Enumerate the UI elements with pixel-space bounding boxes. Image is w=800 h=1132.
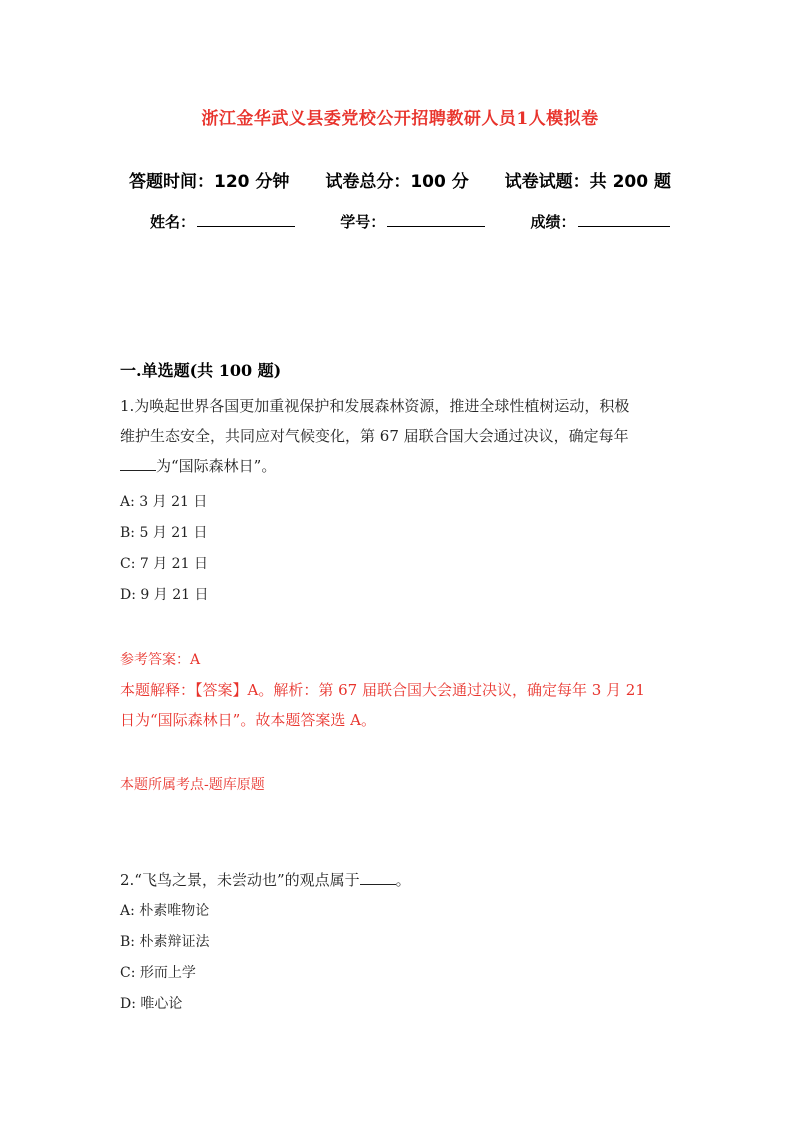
question-2-head: 2.“飞鸟之景，未尝动也”的观点属于 (120, 871, 360, 889)
grade-blank[interactable] (578, 212, 670, 227)
grade-field[interactable] (531, 211, 670, 232)
section-heading: 一.单选题(共 100 题) (120, 361, 282, 380)
question-2-text (120, 865, 690, 895)
q1-option-c[interactable]: C: 7 月 21 日 (120, 556, 208, 572)
q2-option-c[interactable]: C: 形而上学 (120, 965, 196, 981)
id-blank[interactable] (387, 212, 485, 227)
grade-label: 成绩： (530, 213, 576, 231)
q1-explanation-line-2: 日为“国际森林日”。故本题答案选 A。 (120, 711, 376, 729)
exam-question-count: 试卷试题：共 200 题 (504, 172, 671, 192)
exam-meta (0, 167, 800, 192)
q1-option-a[interactable]: A: 3 月 21 日 (120, 494, 208, 510)
exam-time: 答题时间：120 分钟 (129, 172, 290, 192)
exam-title: 浙江金华武义县委党校公开招聘教研人员1人模拟卷 (201, 109, 599, 129)
question-1-blank (120, 458, 156, 471)
question-1-line-2: 维护生态安全，共同应对气候变化，第 67 届联合国大会通过决议，确定每年 (120, 427, 629, 445)
question-1-line-1: 1.为唤起世界各国更加重视保护和发展森林资源，推进全球性植树运动，积极 (120, 397, 630, 415)
id-field[interactable] (340, 211, 485, 232)
name-label: 姓名： (150, 213, 196, 231)
question-2-blank (360, 872, 396, 885)
q1-explanation-line-1: 本题解释：【答案】A。解析：第 67 届联合国大会通过决议，确定每年 3 月 21 (120, 681, 645, 699)
question-2-tail: 。 (395, 871, 411, 889)
question-1-text (120, 391, 690, 481)
q2-option-d[interactable]: D: 唯心论 (120, 996, 183, 1012)
q1-option-b[interactable]: B: 5 月 21 日 (120, 525, 208, 541)
q1-explanation (120, 675, 690, 735)
question-1-line-3: 为“国际森林日”。 (120, 451, 690, 481)
q1-option-d[interactable]: D: 9 月 21 日 (120, 587, 209, 603)
name-field[interactable] (150, 211, 295, 232)
q1-source: 本题所属考点-题库原题 (120, 777, 265, 793)
q1-answer: 参考答案：A (120, 652, 201, 668)
q2-option-a[interactable]: A: 朴素唯物论 (120, 903, 210, 919)
q2-option-b[interactable]: B: 朴素辩证法 (120, 934, 210, 950)
id-label: 学号： (340, 213, 386, 231)
name-blank[interactable] (197, 212, 295, 227)
student-info-row (150, 211, 670, 232)
exam-total-score: 试卷总分：100 分 (325, 172, 469, 192)
